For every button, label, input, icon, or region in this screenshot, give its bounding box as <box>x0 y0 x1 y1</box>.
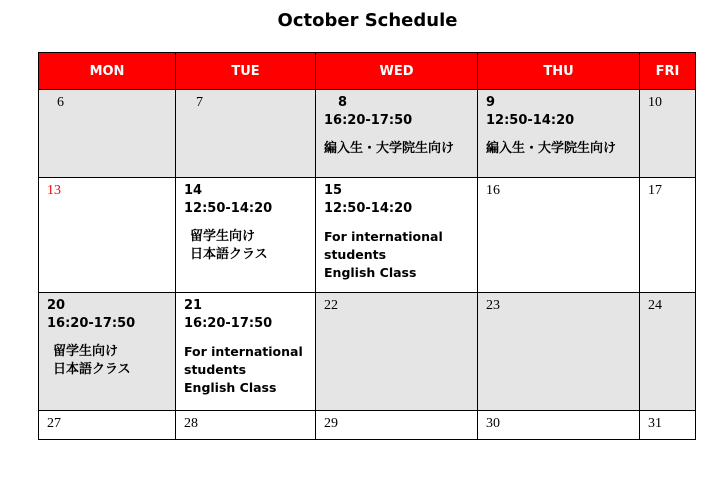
day-number: 17 <box>648 183 662 198</box>
weekday-header-row <box>39 53 696 90</box>
day-cell-8 <box>316 90 478 178</box>
class-note: 留学生向け 日本語クラス <box>53 344 131 377</box>
calendar-table <box>38 52 696 440</box>
day-number: 14 <box>184 183 203 198</box>
day-number: 24 <box>648 298 662 313</box>
day-number: 21 <box>184 298 203 313</box>
week-row-1 <box>39 90 696 178</box>
day-cell-14 <box>176 178 316 293</box>
day-cell-22 <box>316 293 478 411</box>
header-tue: TUE <box>176 53 316 90</box>
day-cell-23 <box>478 293 640 411</box>
day-number: 20 <box>47 298 66 313</box>
class-note: For international students English Class <box>324 229 443 280</box>
class-note: For international students English Class <box>184 344 303 395</box>
day-number: 31 <box>648 416 662 431</box>
class-note: 留学生向け 日本語クラス <box>190 229 268 262</box>
day-cell-30 <box>478 411 640 440</box>
class-time: 16:20-17:50 <box>47 316 136 331</box>
day-cell-15 <box>316 178 478 293</box>
day-number: 13 <box>47 183 61 198</box>
day-number: 29 <box>324 416 338 431</box>
day-cell-27 <box>39 411 176 440</box>
header-fri: FRI <box>640 53 696 90</box>
day-number: 9 <box>486 95 496 110</box>
page-title: October Schedule <box>277 10 458 31</box>
day-cell-20 <box>39 293 176 411</box>
day-cell-7 <box>176 90 316 178</box>
day-number: 8 <box>338 95 348 110</box>
day-number: 7 <box>196 95 203 110</box>
day-number: 27 <box>47 416 61 431</box>
class-time: 12:50-14:20 <box>486 113 575 128</box>
day-cell-29 <box>316 411 478 440</box>
header-wed: WED <box>316 53 478 90</box>
header-mon: MON <box>39 53 176 90</box>
day-number: 22 <box>324 298 338 313</box>
day-number: 15 <box>324 183 343 198</box>
header-thu: THU <box>478 53 640 90</box>
day-cell-6 <box>39 90 176 178</box>
class-note: 編入生・大学院生向け <box>486 141 617 156</box>
class-time: 12:50-14:20 <box>324 201 413 216</box>
day-number: 28 <box>184 416 198 431</box>
day-number: 10 <box>648 95 662 110</box>
day-number: 16 <box>486 183 500 198</box>
day-cell-13 <box>39 178 176 293</box>
day-cell-10 <box>640 90 696 178</box>
class-time: 16:20-17:50 <box>324 113 413 128</box>
day-cell-28 <box>176 411 316 440</box>
week-row-3 <box>39 293 696 411</box>
class-time: 12:50-14:20 <box>184 201 273 216</box>
day-cell-31 <box>640 411 696 440</box>
day-cell-16 <box>478 178 640 293</box>
week-row-2 <box>39 178 696 293</box>
day-cell-21 <box>176 293 316 411</box>
class-time: 16:20-17:50 <box>184 316 273 331</box>
day-cell-17 <box>640 178 696 293</box>
day-cell-24 <box>640 293 696 411</box>
day-number: 6 <box>57 95 64 110</box>
day-number: 30 <box>486 416 500 431</box>
week-row-4 <box>39 411 696 440</box>
day-cell-9 <box>478 90 640 178</box>
class-note: 編入生・大学院生向け <box>324 141 455 156</box>
day-number: 23 <box>486 298 500 313</box>
